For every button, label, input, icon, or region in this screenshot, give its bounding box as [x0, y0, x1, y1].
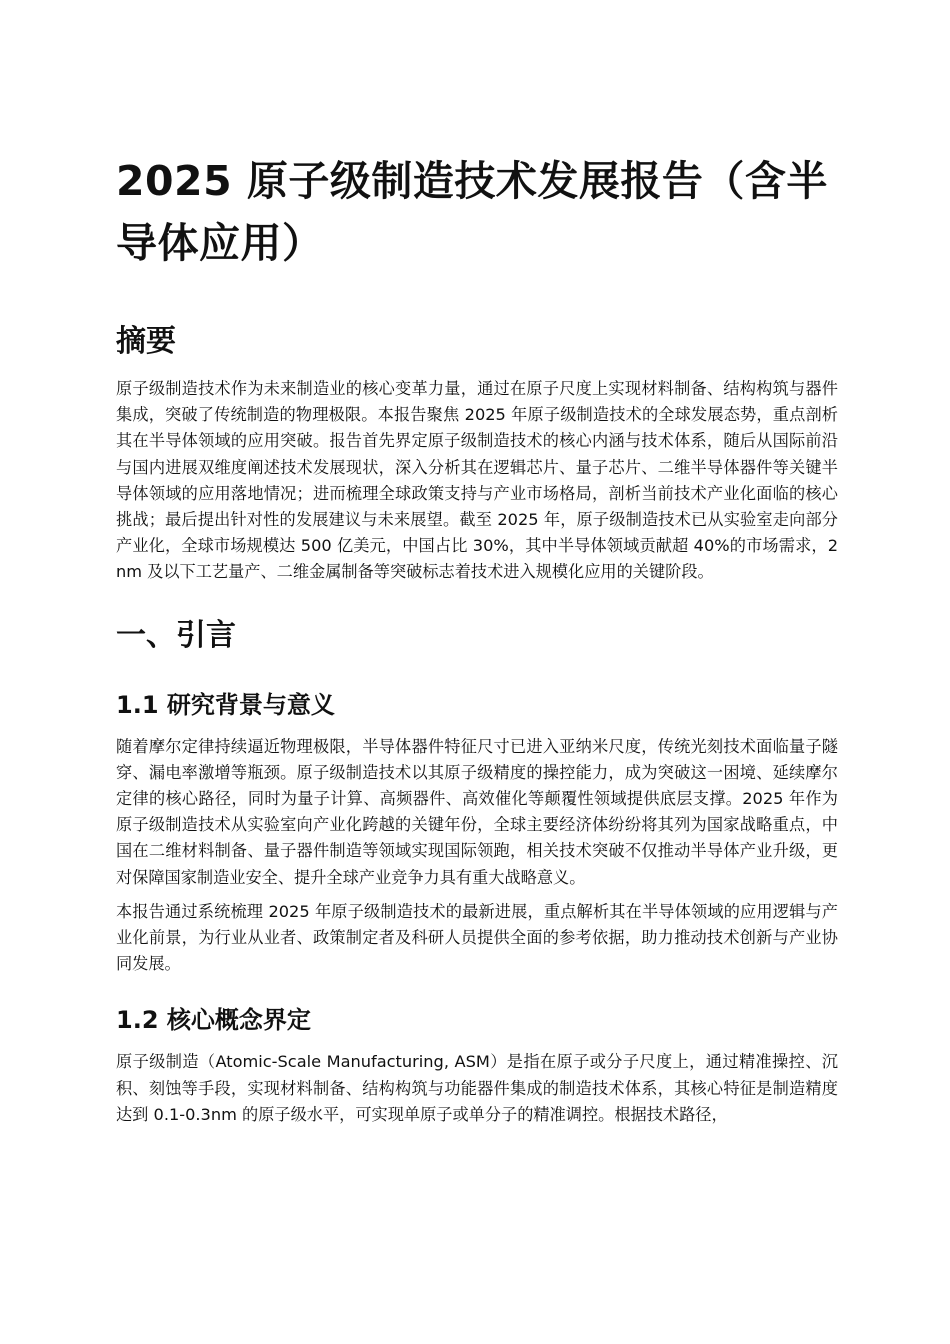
- subsection-1-2-heading: 1.2 核心概念界定: [116, 1006, 311, 1035]
- subsection-1-2-paragraph-1: 原子级制造（Atomic-Scale Manufacturing, ASM）是指在原子或分子尺度上，通过精准操控、沉积、刻蚀等手段，实现材料制备、结构构筑与功能器件集成的制造技术体系，其核心特征是制造精度达到 0.1-0.3nm 的原子级水平，可实现单原子或单分子的精准调控。根据技术路径，: [116, 1052, 838, 1124]
- section-spacer: [116, 594, 838, 616]
- subsection-spacer: [116, 670, 838, 688]
- abstract-heading: 摘要: [116, 324, 176, 359]
- document-page: [116, 150, 838, 1136]
- subsection-1-1-heading: 1.1 研究背景与意义: [116, 690, 335, 719]
- section-1-heading: 一、引言: [116, 617, 236, 653]
- subsection-1-1-paragraph-2: 本报告通过系统梳理 2025 年原子级制造技术的最新进展，重点解析其在半导体领域的应用逻辑与产业化前景，为行业从业者、政策制定者及科研人员提供全面的参考依据，助力推动技术创新与产业协同发展。: [116, 901, 838, 974]
- subsection-1-1-paragraph-1: 随着摩尔定律持续逼近物理极限，半导体器件特征尺寸已进入亚纳米尺度，传统光刻技术面临量子隧穿、漏电率激增等瓶颈。原子级制造技术以其原子级精度的操控能力，成为突破这一困境、延续摩尔定律的核心路径，同时为量子计算、高频器件、高效催化等颠覆性领域提供底层支撑。2025 年作为原子级制造技术从实验室向产业化跨越的关键年份，全球主要经济体纷纷将其列为国家战略重点，中国在二维材料制备、量子器件制造等领域实现国际领跑，相关技术突破不仅推动半导体产业升级，更对保障国家制造业安全、提升全球产业竞争力具有重大战略意义。: [116, 736, 838, 887]
- subsection-spacer: [116, 985, 838, 1003]
- abstract-paragraph: 原子级制造技术作为未来制造业的核心变革力量，通过在原子尺度上实现材料制备、结构构筑与器件集成，突破了传统制造的物理极限。本报告聚焦 2025 年原子级制造技术的全球发展态势，重点剖析其在半导体领域的应用突破。报告首先界定原子级制造技术的核心内涵与技术体系，随后从国际前沿与国内进展双维度阐述技术发展现状，深入分析其在逻辑芯片、量子芯片、二维半导体器件等关键半导体领域的应用落地情况；进而梳理全球政策支持与产业市场格局，剖析当前技术产业化面临的核心挑战；最后提出针对性的发展建议与未来展望。截至 2025 年，原子级制造技术已从实验室走向部分产业化，全球市场规模达 500 亿美元，中国占比 30%，其中半导体领域贡献超 40%的市场需求，2nm 及以下工艺量产、二维金属制备等突破标志着技术进入规模化应用的关键阶段。: [116, 379, 838, 582]
- document-title: 2025 原子级制造技术发展报告（含半导体应用）: [116, 157, 828, 267]
